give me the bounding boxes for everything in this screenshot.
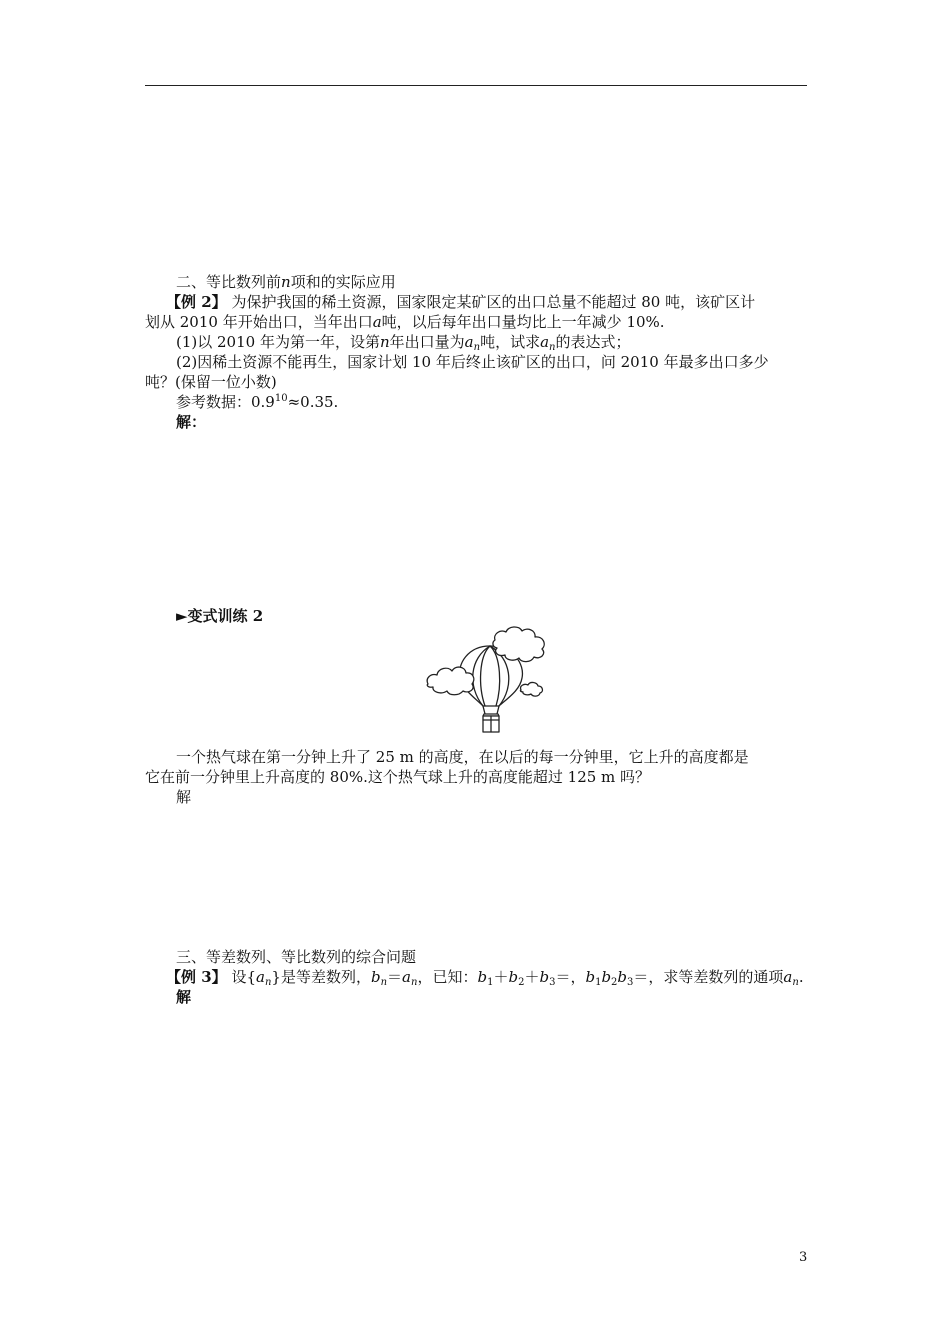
section-heading-3: 三、等差数列、等比数列的综合问题	[176, 948, 417, 966]
variant-training-2-title: ►变式训练 2	[176, 607, 264, 625]
example-2-question-1: (1)以 2010 年为第一年，设第n年出口量为$a_n$吨，试求$a_n$的表达式；	[176, 333, 631, 353]
example-2-label: 【例 2】	[166, 293, 227, 311]
example-2-reference-data: 参考数据：$0.9^{10}\approx 0.35$.	[176, 393, 339, 411]
example-2-solution-label: 解：	[176, 413, 207, 431]
example-2-line-2: 划从 2010 年开始出口，当年出口a吨，以后每年出口量均比上一年减少 10%.	[145, 313, 665, 331]
example-3-label: 【例 3】	[166, 968, 227, 986]
hot-air-balloon-with-clouds-icon	[423, 626, 558, 736]
example-2-question-2-line-2: 吨？(保留一位小数)	[145, 373, 277, 391]
example-2-line-1: 【例 2】 为保护我国的稀土资源，国家限定某矿区的出口总量不能超过 80 吨，该矿区计	[166, 293, 756, 311]
variant-training-2-solution-label: 解	[176, 788, 192, 806]
example-2-question-2-line-1: (2)因稀土资源不能再生，国家计划 10 年后终止该矿区的出口，问 2010 年最多出口多少	[176, 353, 769, 371]
example-3-line-1: 【例 3】 设$\{a_n\}$是等差数列，$b_n=a_n$，已知：$b_1+b_2+b_3=$，$b_1b_2b_3=$，求等差数列的通项$a_n$.	[166, 968, 804, 988]
section-heading-2: 二、等比数列前n项和的实际应用	[176, 273, 396, 291]
example-3-solution-label: 解	[176, 988, 192, 1006]
page-number: 3	[799, 1250, 808, 1265]
variant-training-2-line-1: 一个热气球在第一分钟上升了 25 m 的高度，在以后的每一分钟里，它上升的高度都是	[176, 748, 749, 766]
header-rule	[145, 85, 807, 86]
variant-training-2-line-2: 它在前一分钟里上升高度的 80%.这个热气球上升的高度能超过 125 m 吗？	[145, 768, 651, 786]
